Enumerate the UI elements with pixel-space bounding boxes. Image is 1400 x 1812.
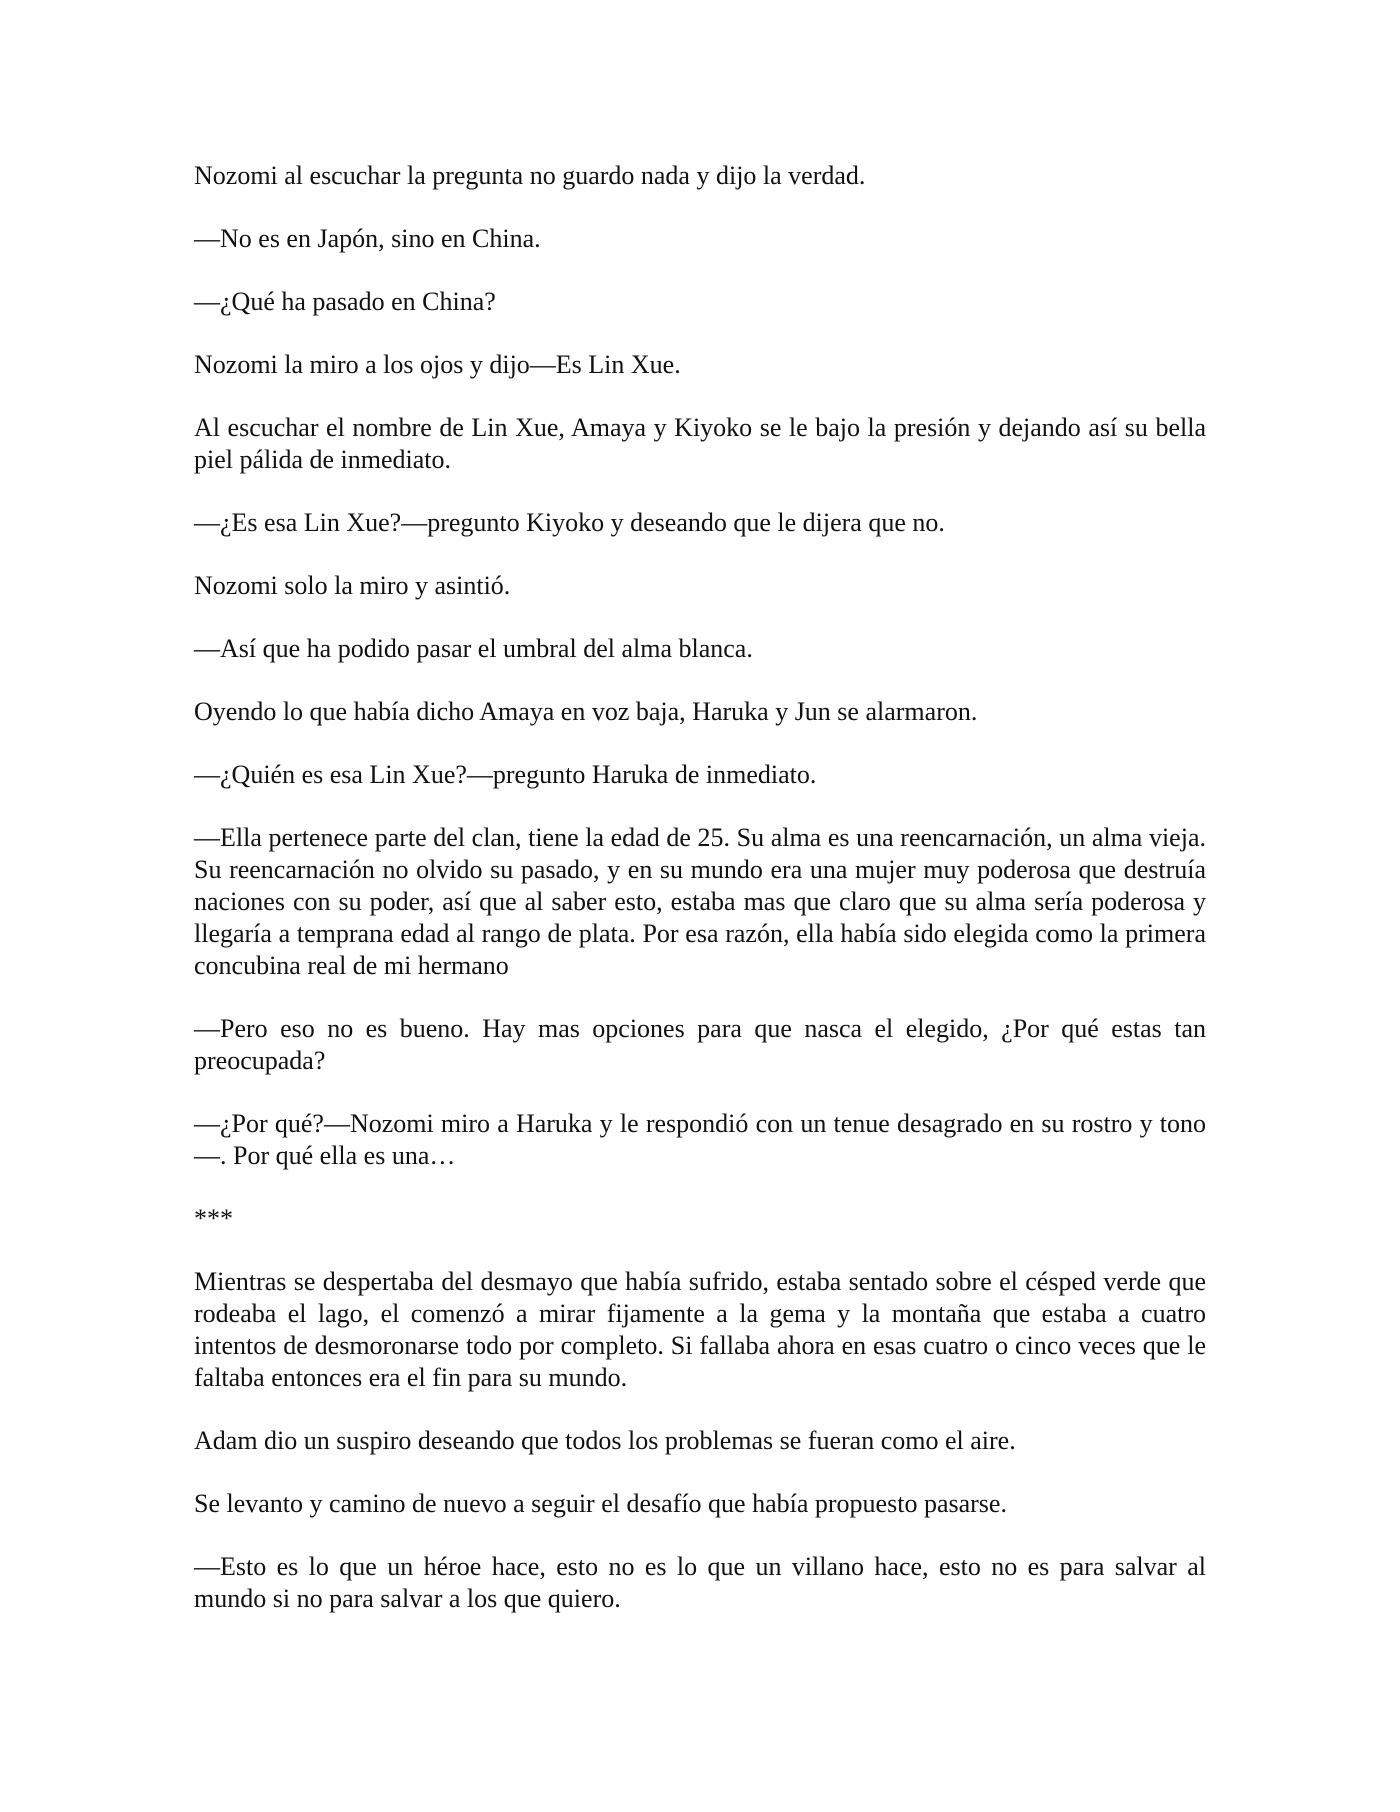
paragraph-11: —Ella pertenece parte del clan, tiene la edad de 25. Su alma es una reencarnación, un alma vieja. Su reencarnación no olvido su pasado, y en su mundo era una mujer muy poderosa que destruía naciones con su poder, así que al saber esto, estaba mas que claro que su alma sería poderosa y llegaría a temprana edad al rango de plata. Por esa razón, ella había sido elegida como la primera concubina real de mi hermano (194, 823, 1206, 980)
paragraph-2: —No es en Japón, sino en China. (194, 224, 541, 253)
paragraph-5: Al escuchar el nombre de Lin Xue, Amaya y Kiyoko se le bajo la presión y dejando así su bella piel pálida de inmediato. (194, 413, 1206, 474)
paragraph-9: Oyendo lo que había dicho Amaya en voz baja, Haruka y Jun se alarmaron. (194, 697, 978, 726)
paragraph-8: —Así que ha podido pasar el umbral del alma blanca. (194, 634, 753, 663)
paragraph-14: Mientras se despertaba del desmayo que había sufrido, estaba sentado sobre el césped verde que rodeaba el lago, el comenzó a mirar fijamente a la gema y la montaña que estaba a cuatro intentos de desmoronarse todo por completo. Si fallaba ahora en esas cuatro o cinco veces que le faltaba entonces era el fin para su mundo. (194, 1267, 1206, 1392)
paragraph-16: Se levanto y camino de nuevo a seguir el desafío que había propuesto pasarse. (194, 1489, 1007, 1518)
paragraph-7: Nozomi solo la miro y asintió. (194, 571, 511, 600)
paragraph-15: Adam dio un suspiro deseando que todos los problemas se fueran como el aire. (194, 1426, 1016, 1455)
scene-break: *** (194, 1204, 233, 1233)
paragraph-10: —¿Quién es esa Lin Xue?—pregunto Haruka de inmediato. (194, 760, 817, 789)
paragraph-12: —Pero eso no es bueno. Hay mas opciones para que nasca el elegido, ¿Por qué estas tan preocupada? (194, 1014, 1206, 1075)
paragraph-6: —¿Es esa Lin Xue?—pregunto Kiyoko y deseando que le dijera que no. (194, 508, 945, 537)
paragraph-17: —Esto es lo que un héroe hace, esto no es lo que un villano hace, esto no es para salvar al mundo si no para salvar a los que quiero. (194, 1552, 1206, 1613)
paragraph-3: —¿Qué ha pasado en China? (194, 287, 496, 316)
paragraph-1: Nozomi al escuchar la pregunta no guardo nada y dijo la verdad. (194, 161, 866, 190)
document-body (194, 160, 1206, 1646)
paragraph-13: —¿Por qué?—Nozomi miro a Haruka y le respondió con un tenue desagrado en su rostro y tono—. Por qué ella es una… (194, 1109, 1206, 1170)
paragraph-4: Nozomi la miro a los ojos y dijo—Es Lin Xue. (194, 350, 681, 379)
